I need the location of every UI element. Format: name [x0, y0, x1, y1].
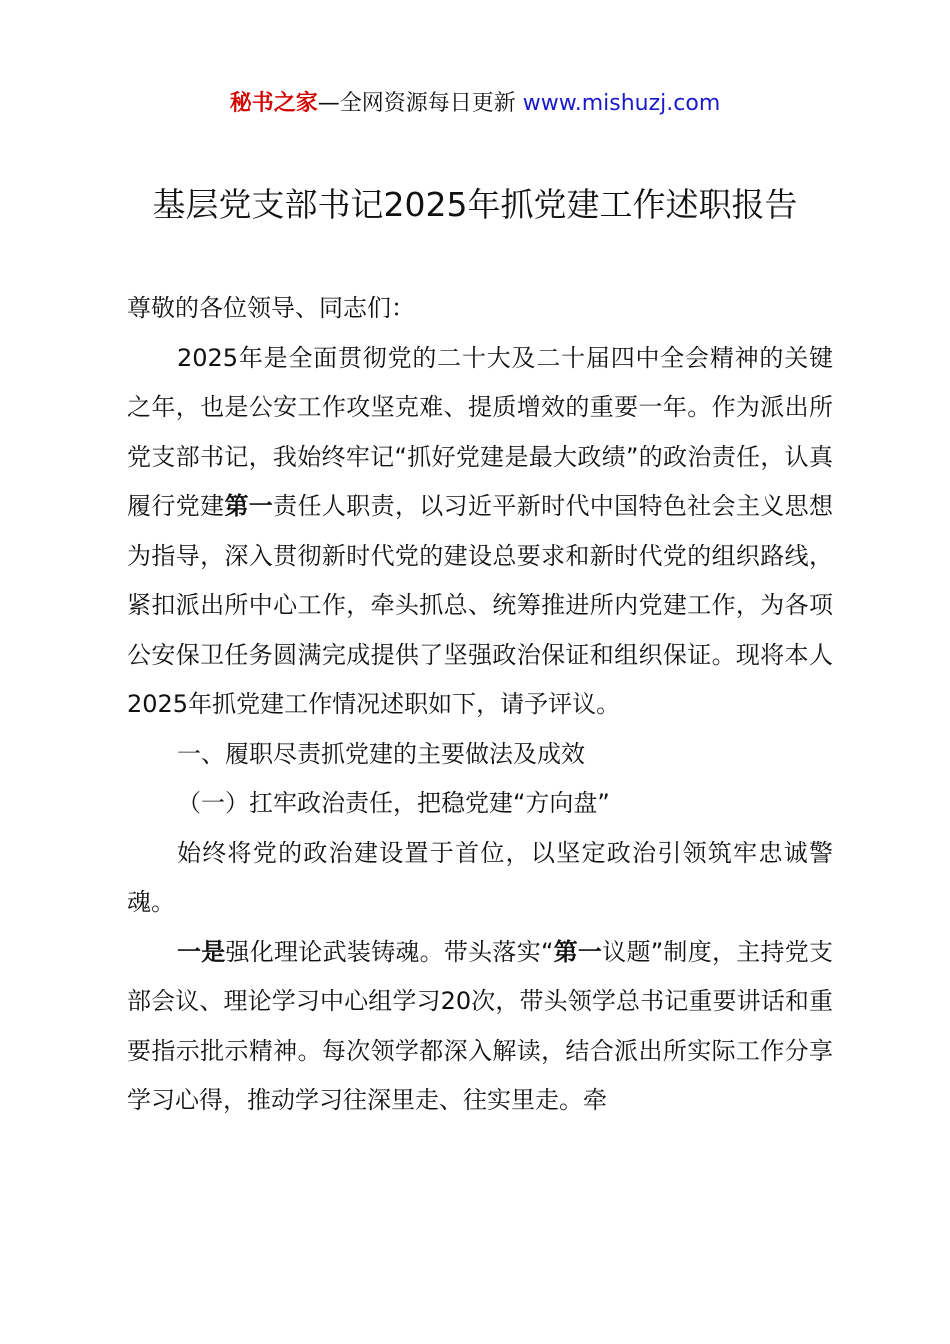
subsection-heading: （一）扛牢政治责任，把稳党建“方向盘” [177, 789, 610, 817]
point-text-part1: 强化理论武装铸魂。带头落实“ [225, 937, 554, 966]
site-header [0, 88, 950, 120]
point-text-part2: 议题”制度，主持党支部会议、理论学习中心组学习20次，带头领学总书记重要讲话和重要指示批示精神。每次领学都深入解读，结合派出所实际工作分享学习心得，推动学习往深里走、往实里走。牵 [127, 937, 834, 1114]
intro-text-part2: 责任人职责，以习近平新时代中国特色社会主义思想为指导，深入贯彻新时代党的建设总要求和新时代党的组织路线，紧扣派出所中心工作，牵头抓总、统筹推进所内党建工作，为各项公安保卫任务圆满完成提供了坚强政治保证和组织保证。现将本人2025年抓党建工作情况述职如下，请予评议。 [127, 492, 834, 718]
intro-bold-text: 第一 [224, 492, 274, 520]
intro-text-part1: 2025年是全面贯彻党的二十大及二十届四中全会精神的关键之年，也是公安工作攻坚克难、提质增效的重要一年。作为派出所党支部书记，我始终牢记“抓好党建是最大政绩”的政治责任，认真履行党建 [127, 343, 833, 520]
document-body [127, 284, 833, 1126]
document-title: 基层党支部书记2025年抓党建工作述职报告 [152, 185, 798, 224]
section-heading: 一、履职尽责抓党建的主要做法及成效 [177, 739, 585, 768]
point-paragraph [127, 928, 833, 1126]
site-url-link[interactable]: www.mishuzj.com [522, 91, 721, 116]
salutation: 尊敬的各位领导、同志们： [127, 294, 415, 322]
site-brand: 秘书之家 [229, 91, 318, 116]
intro-paragraph [127, 334, 833, 730]
point-bold-text: 第一 [553, 937, 603, 966]
site-tagline: —全网资源每日更新 [317, 91, 523, 116]
subsection-lead-paragraph: 始终将党的政治建设置于首位，以坚定政治引领筑牢忠诚警魂。 [127, 838, 833, 916]
point-bold-lead: 一是 [177, 937, 226, 966]
